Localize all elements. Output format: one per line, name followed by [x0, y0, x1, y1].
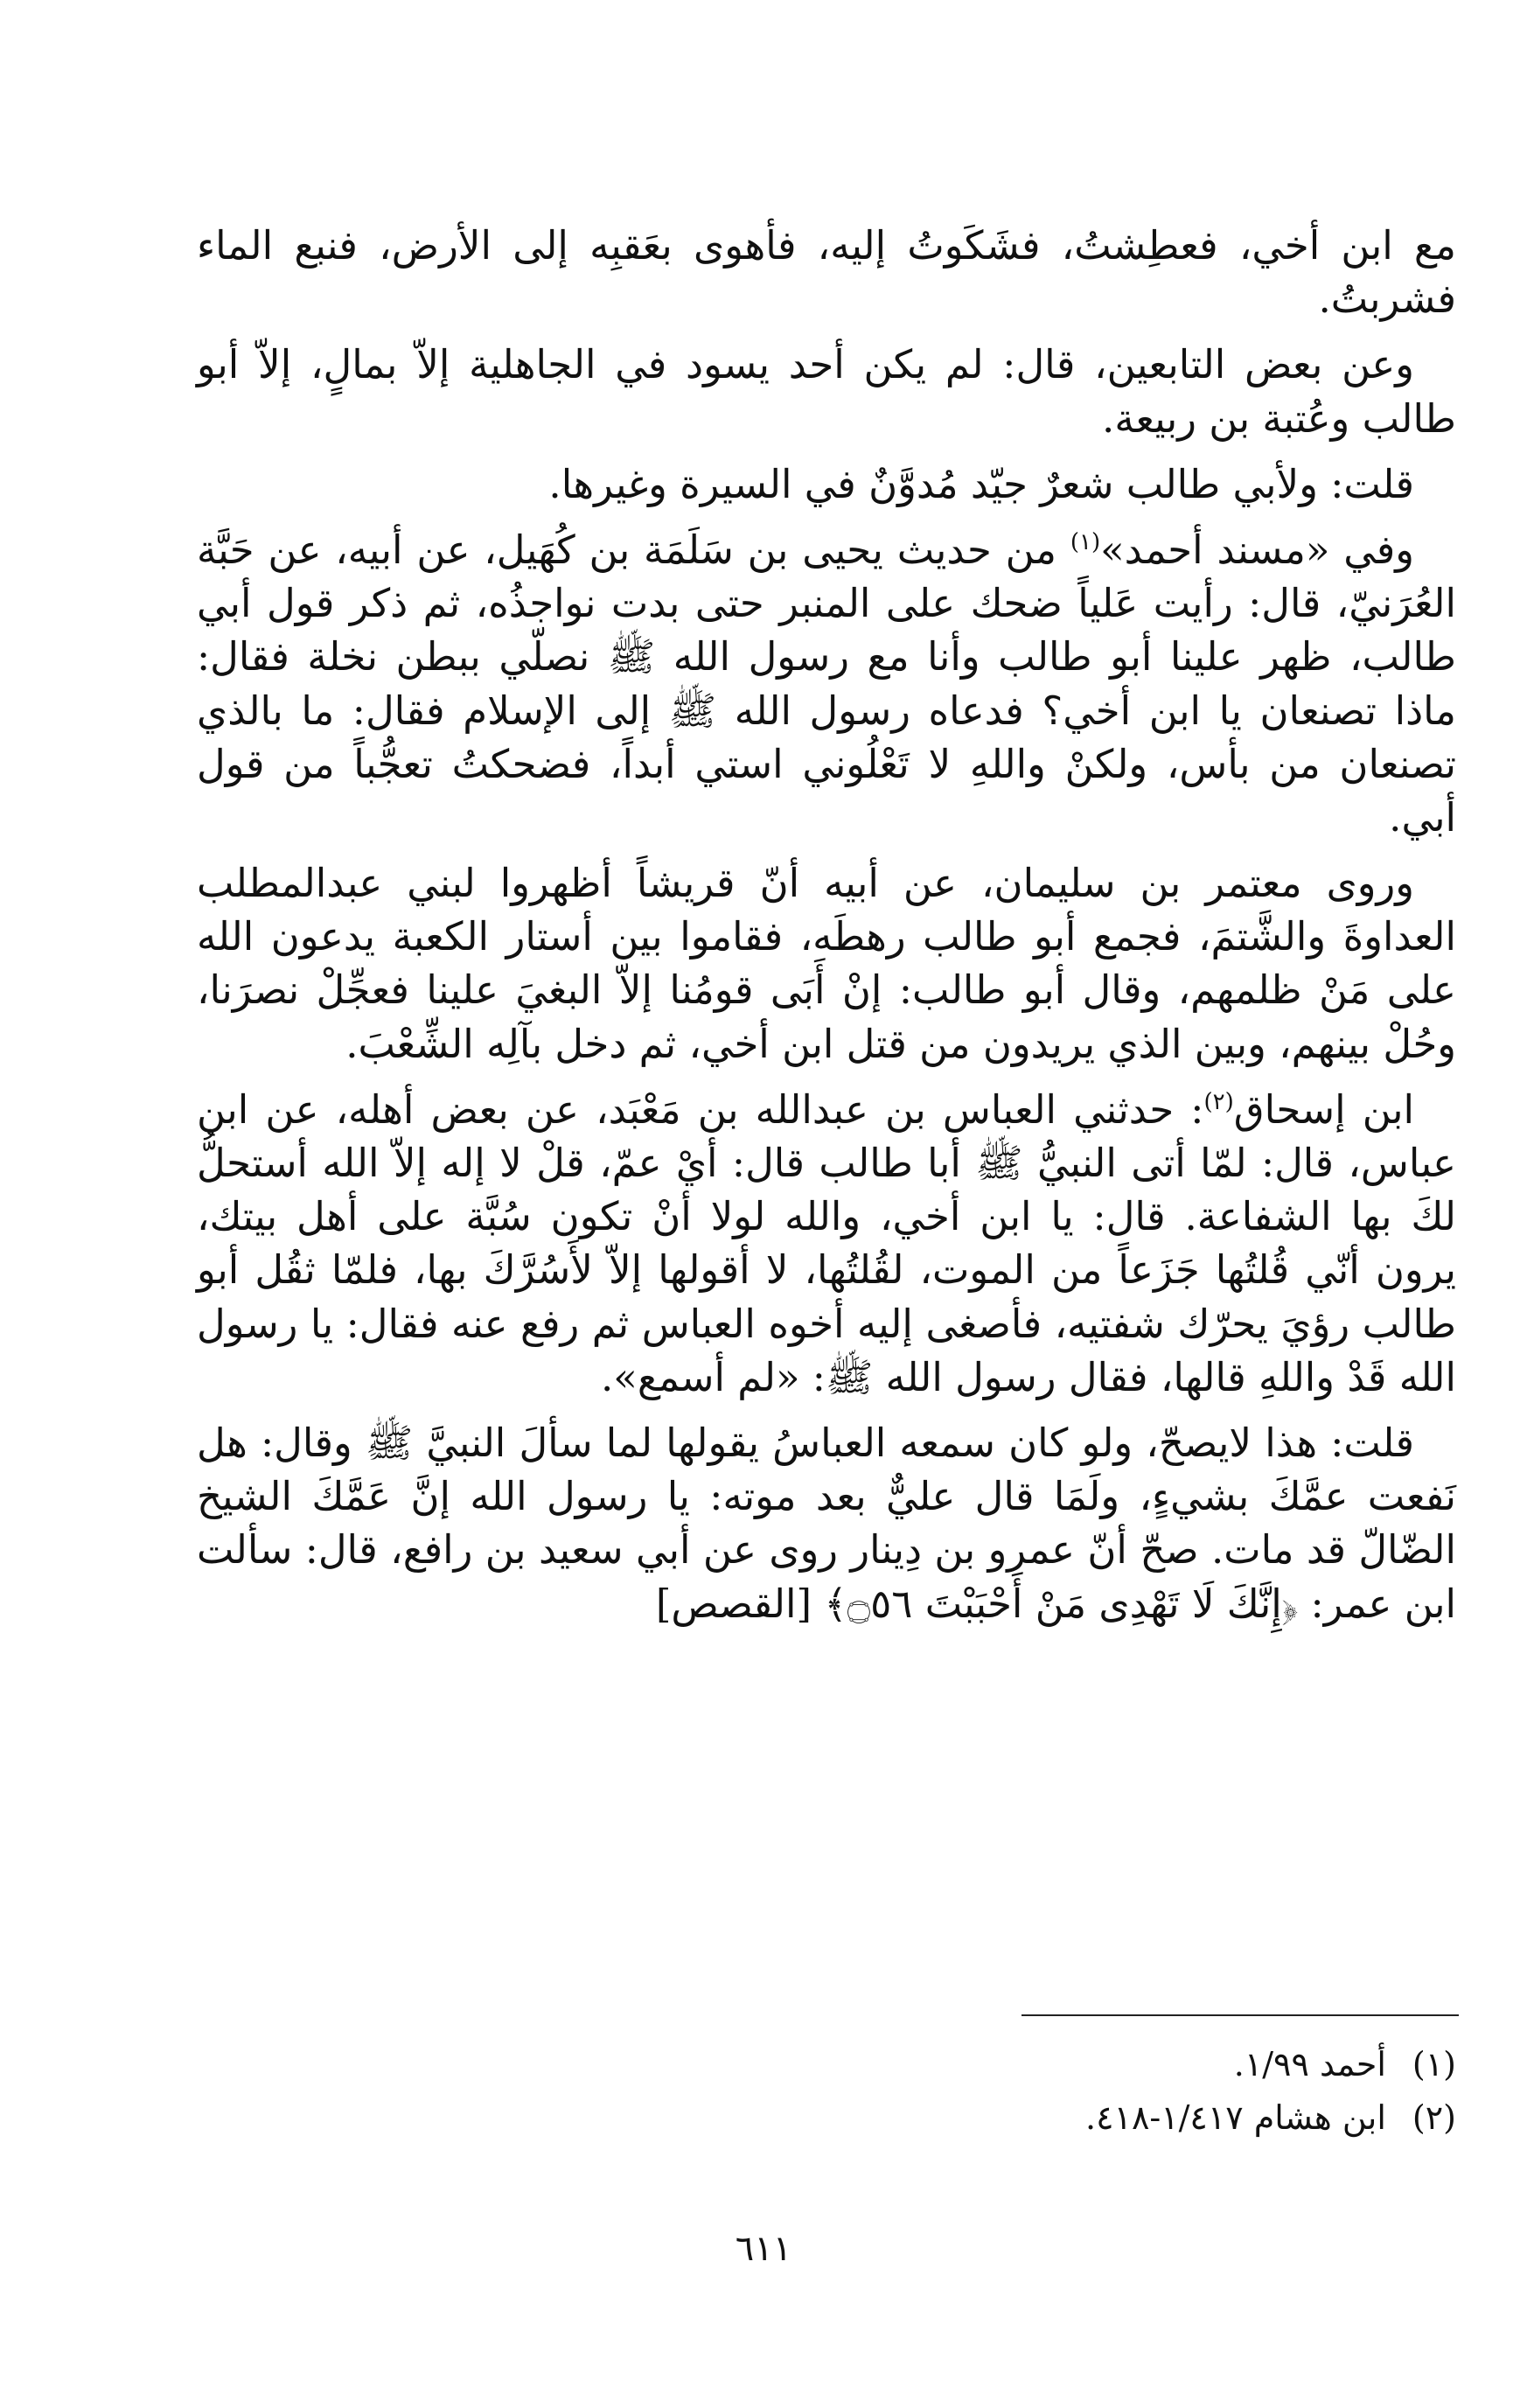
footnote-number: (٢): [1412, 2097, 1456, 2137]
footnote-divider: [1021, 2014, 1459, 2016]
paragraph-6: [197, 1083, 1456, 1404]
paragraph-text: قلت: ولأبي طالب شعرٌ جيّد مُدوَّنٌ في السيرة وغيرها.: [548, 460, 1414, 507]
paragraph-5: [197, 856, 1456, 1071]
paragraph-text: مع ابن أخي، فعطِشتُ، فشَكَوتُ إليه، فأهوى بعَقبِه إلى الأرض، فنبع الماء فشربتُ.: [197, 222, 1456, 323]
footnote-ref-1: (١): [1070, 528, 1101, 555]
paragraph-text: وروى معتمر بن سليمان، عن أبيه أنّ قريشاً أظهروا لبني عبدالمطلب العداوةَ والشَّتمَ، فجمع أبو طالب رهطَه، فقاموا بين أستار الكعبة يدعون الله على مَنْ ظلمهم، وقال أبو طالب: إنْ أَبَى قومُنا إلاّ البغيَ علينا فعجِّلْ نصرَنا، وحُلْ بينهم، وبين الذي يريدون من قتل ابن أخي، ثم دخل بآلِه الشِّعْبَ.: [197, 860, 1456, 1067]
page-number: ٦١١: [735, 2229, 792, 2269]
paragraph-3: [197, 457, 1456, 511]
paragraph-text: وعن بعض التابعين، قال: لم يكن أحد يسود في الجاهلية إلاّ بمالٍ، إلاّ أبو طالب وعُتبة بن ربيعة.: [197, 341, 1456, 442]
footnote-2: [787, 2091, 1456, 2145]
footnote-number: (١): [1412, 2045, 1456, 2083]
footnote-1: [787, 2038, 1456, 2091]
footnotes: [787, 2038, 1456, 2145]
paragraph-text-start: وفي «مسند أحمد»: [1100, 526, 1415, 573]
paragraph-text-start: ابن إسحاق: [1233, 1085, 1414, 1133]
footnote-text: أحمد ١/٩٩.: [1233, 2045, 1386, 2083]
paragraph-1: [197, 219, 1456, 325]
main-text: [197, 219, 1456, 1643]
paragraph-text-rest: : حدثني العباس بن عبدالله بن مَعْبَد، عن بعض أهله، عن ابن عباس، قال: لمّا أتى النبيُّ ﷺ أبا طالب قال: أيْ عمّ، قلْ لا إله إلاّ الله أستحلُّ لكَ بها الشفاعة. قال: يا ابن أخي، والله لولا أنْ تكون سُبَّة على أهل بيتك، يرون أنّي قُلتُها جَزَعاً من الموت، لقُلتُها، لا أقولها إلاّ لأَسُرَّكَ بها، فلمّا ثقُل أبو طالب رؤيَ يحرّك شفتيه، فأصغى إليه أخوه العباس ثم رفع عنه فقال: يا رسول الله قَدْ واللهِ قالها، فقال رسول الله ﷺ: «لم أسمع».: [197, 1085, 1456, 1400]
paragraph-2: [197, 338, 1456, 444]
paragraph-4: [197, 523, 1456, 844]
paragraph-text-rest: من حديث يحيى بن سَلَمَة بن كُهَيل، عن أبيه، عن حَبَّة العُرَنيّ، قال: رأيت عَلياً ضحك على المنبر حتى بدت نواجذُه، ثم ذكر قول أبي طالب، ظهر علينا أبو طالب وأنا مع رسول الله ﷺ نصلّي ببطن نخلة فقال: ماذا تصنعان يا ابن أخي؟ فدعاه رسول الله ﷺ إلى الإسلام فقال: ما بالذي تصنعان من بأس، ولكنْ واللهِ لا تَعْلُوني استي أبداً، فضحكتُ تعجُّباً من قول أبي.: [197, 526, 1456, 841]
paragraph-7: [197, 1416, 1456, 1630]
footnote-text: ابن هشام ١/٤١٧-٤١٨.: [1085, 2097, 1386, 2137]
footnote-ref-2: (٢): [1203, 1088, 1234, 1115]
paragraph-text: قلت: هذا لايصحّ، ولو كان سمعه العباسُ يقولها لما سألَ النبيَّ ﷺ وقال: هل نَفعت عمَّكَ بشيءٍ، ولَمَا قال عليٌّ بعد موته: يا رسول الله إنَّ عَمَّكَ الشيخ الضّالّ قد مات. صحّ أنّ عمرو بن دِينار روى عن أبي سعيد بن رافع، قال: سألت ابن عمر: ﴿إِنَّكَ لَا تَهْدِى مَنْ أَحْبَبْتَ ۝٥٦﴾ [القصص]: [197, 1419, 1456, 1627]
